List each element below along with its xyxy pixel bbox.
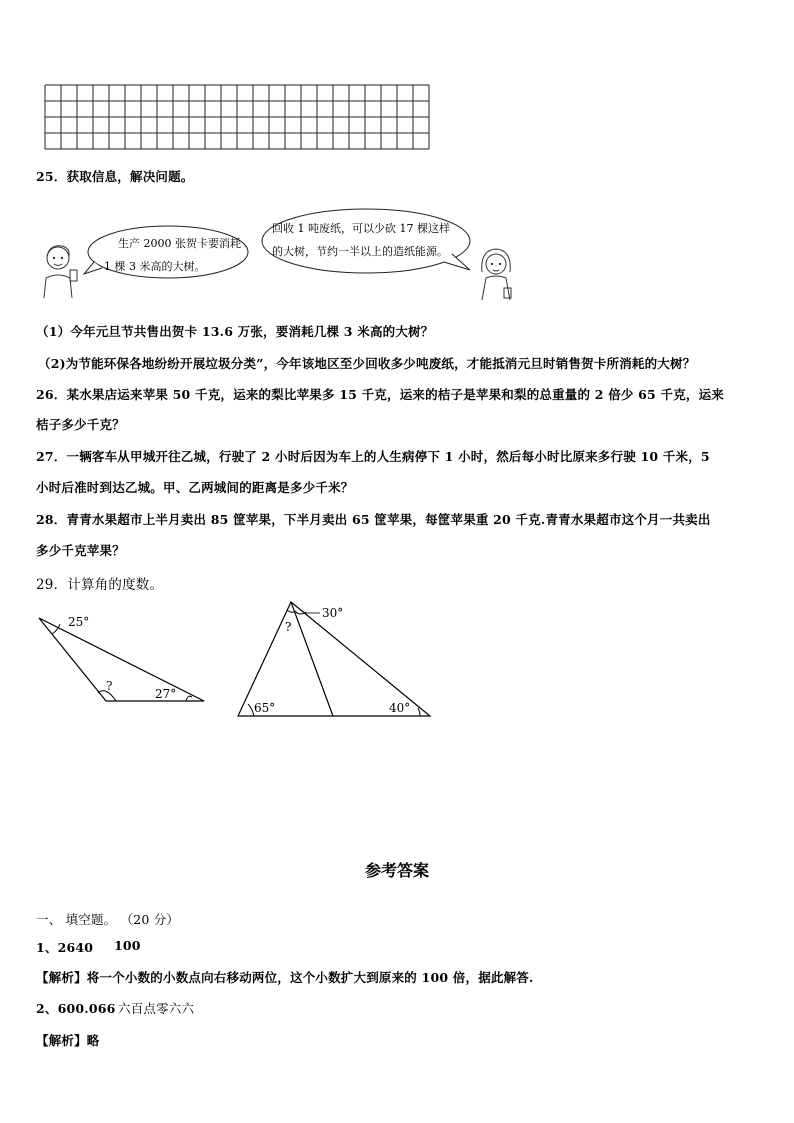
q25-heading: 25．获取信息，解决问题。 xyxy=(36,169,194,184)
answers-title: 参考答案 xyxy=(364,861,429,880)
answer-1-number: 1、2640 xyxy=(36,940,94,955)
tri2-left-angle: 65° xyxy=(254,701,276,715)
tri1-top-angle: 25° xyxy=(68,615,90,629)
writing-grid xyxy=(44,84,436,150)
triangle-1 xyxy=(34,610,214,710)
q28-line1: 28．青青水果超市上半月卖出 85 筐苹果，下半月卖出 65 筐苹果，每筐苹果重 20 千克.青青水果超市这个月一共卖出 xyxy=(36,512,711,527)
answer-2-explanation: 【解析】略 xyxy=(36,1033,100,1048)
tri1-unknown-angle: ? xyxy=(106,679,113,693)
illustration-man xyxy=(36,240,86,302)
q25-sub1: （1）今年元旦节共售出贺卡 13.6 万张，要消耗几棵 3 米高的大树？ xyxy=(36,324,434,339)
q28-line2: 多少千克苹果？ xyxy=(36,543,125,558)
q26-line1: 26．某水果店运来苹果 50 千克，运来的梨比苹果多 15 千克，运来的桔子是苹果和梨的总重量的 2 倍少 65 千克，运来 xyxy=(36,387,724,402)
q27-line1: 27．一辆客车从甲城开往乙城，行驶了 2 小时后因为车上的人生病停下 1 小时，然后每小时比原来多行驶 10 千米，5 xyxy=(36,449,710,464)
triangle-2 xyxy=(234,598,434,720)
speech-bubble-left xyxy=(80,222,252,284)
answers-section-1: 一、 填空题。 （20 分） xyxy=(36,912,180,927)
answer-2-number: 2、600.066 xyxy=(36,1001,116,1016)
q29-heading: 29．计算角的度数。 xyxy=(36,577,164,593)
q27-line2: 小时后准时到达乙城。甲、乙两城间的距离是多少千米？ xyxy=(36,480,354,495)
answer-2-value: 六百点零六六 xyxy=(118,1001,195,1016)
bubble-left-line1: 生产 2000 张贺卡要消耗 xyxy=(118,237,241,250)
tri2-right-angle: 40° xyxy=(389,701,411,715)
q25-sub2: （2)为节能环保各地纷纷开展垃圾分类”，今年该地区至少回收多少吨废纸，才能抵消元旦时销售贺卡所消耗的大树？ xyxy=(38,356,696,371)
tri2-unknown-angle: ? xyxy=(285,620,292,634)
bubble-right-line1: 回收 1 吨废纸，可以少砍 17 棵这样 xyxy=(272,222,450,235)
bubble-left-line2: 1 棵 3 米高的大树。 xyxy=(104,260,206,273)
q26-line2: 桔子多少千克？ xyxy=(36,417,125,432)
answer-1-explanation: 【解析】将一个小数的小数点向右移动两位，这个小数扩大到原来的 100 倍，据此解答. xyxy=(36,970,534,985)
answer-1-value: 100 xyxy=(114,938,141,953)
bubble-right-line2: 的大树，节约一半以上的造纸能源。 xyxy=(272,245,448,258)
tri2-top-angle: 30° xyxy=(322,606,344,620)
illustration-girl xyxy=(474,244,520,302)
tri1-right-angle: 27° xyxy=(155,687,177,701)
